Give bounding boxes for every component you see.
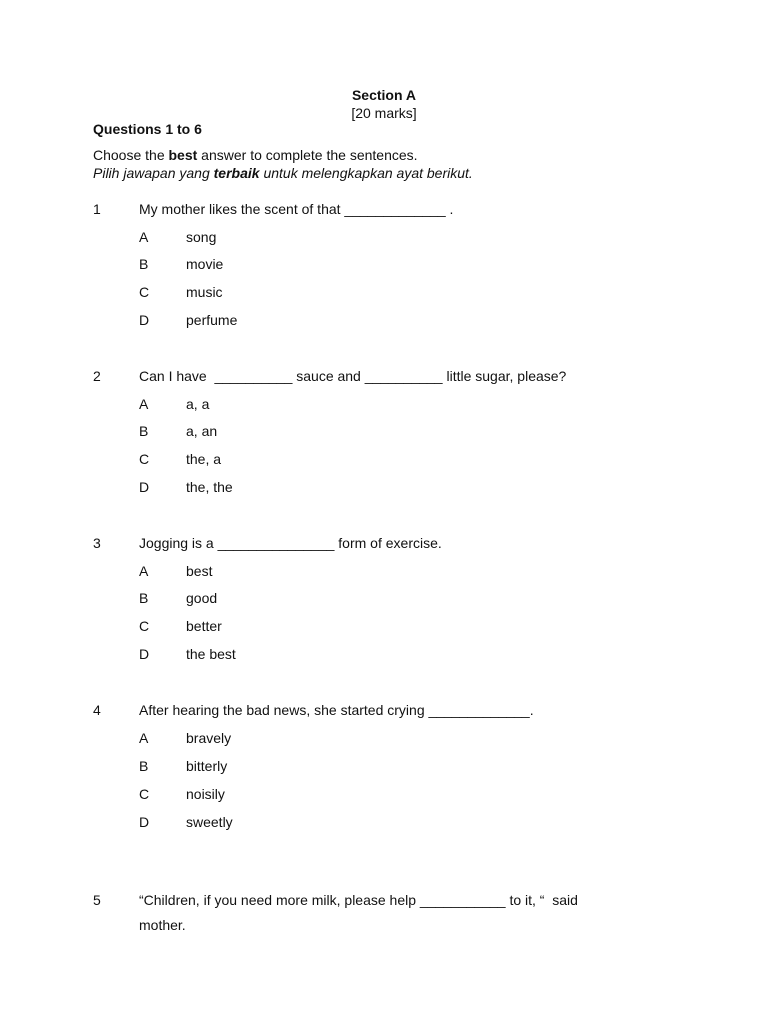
option-text: the, the (186, 479, 233, 495)
instruction-malay (93, 165, 473, 181)
question-text: My mother likes the scent of that _____________ . (139, 201, 454, 217)
option-letter: C (139, 786, 150, 802)
instruction-english-bold: best (168, 147, 198, 163)
question-text-line2: mother. (139, 917, 186, 933)
option-text: song (186, 229, 217, 245)
option-text: good (186, 590, 218, 606)
instruction-english (93, 147, 418, 163)
option-letter: A (139, 229, 149, 245)
option-letter: A (139, 563, 149, 579)
option-letter: B (139, 590, 149, 606)
instruction-english-post: answer to complete the sentences. (197, 147, 418, 163)
section-marks: [20 marks] (351, 105, 417, 121)
question-number: 3 (93, 535, 101, 551)
option-letter: C (139, 284, 150, 300)
option-text: a, an (186, 423, 218, 439)
instruction-english-pre: Choose the (93, 147, 169, 163)
option-text: noisily (186, 786, 225, 802)
option-text: music (186, 284, 223, 300)
option-text: movie (186, 256, 224, 272)
option-letter: D (139, 646, 150, 662)
option-text: perfume (186, 312, 238, 328)
question-number: 1 (93, 201, 101, 217)
option-text: a, a (186, 396, 210, 412)
option-letter: B (139, 256, 149, 272)
option-letter: B (139, 423, 149, 439)
option-text: sweetly (186, 814, 233, 830)
questions-heading: Questions 1 to 6 (93, 121, 202, 137)
option-letter: C (139, 618, 150, 634)
instruction-malay-post: untuk melengkapkan ayat berikut. (259, 165, 473, 181)
option-text: bitterly (186, 758, 228, 774)
question-text: Can I have __________ sauce and __________ little sugar, please? (139, 368, 567, 384)
question-text: “Children, if you need more milk, please help ___________ to it, “ said (139, 892, 578, 908)
instruction-malay-pre: Pilih jawapan yang (93, 165, 214, 181)
option-letter: D (139, 814, 150, 830)
option-letter: C (139, 451, 150, 467)
question-text: Jogging is a _______________ form of exercise. (139, 535, 442, 551)
section-title: Section A (351, 87, 417, 103)
option-letter: D (139, 479, 150, 495)
option-text: bravely (186, 730, 232, 746)
option-text: the, a (186, 451, 222, 467)
option-letter: A (139, 730, 149, 746)
option-text: better (186, 618, 222, 634)
option-text: the best (186, 646, 236, 662)
option-letter: A (139, 396, 149, 412)
option-letter: D (139, 312, 150, 328)
option-letter: B (139, 758, 149, 774)
question-text: After hearing the bad news, she started crying _____________. (139, 702, 534, 718)
option-text: best (186, 563, 213, 579)
question-number: 2 (93, 368, 101, 384)
instruction-malay-bold: terbaik (213, 165, 260, 181)
question-number: 4 (93, 702, 101, 718)
question-number: 5 (93, 892, 101, 908)
